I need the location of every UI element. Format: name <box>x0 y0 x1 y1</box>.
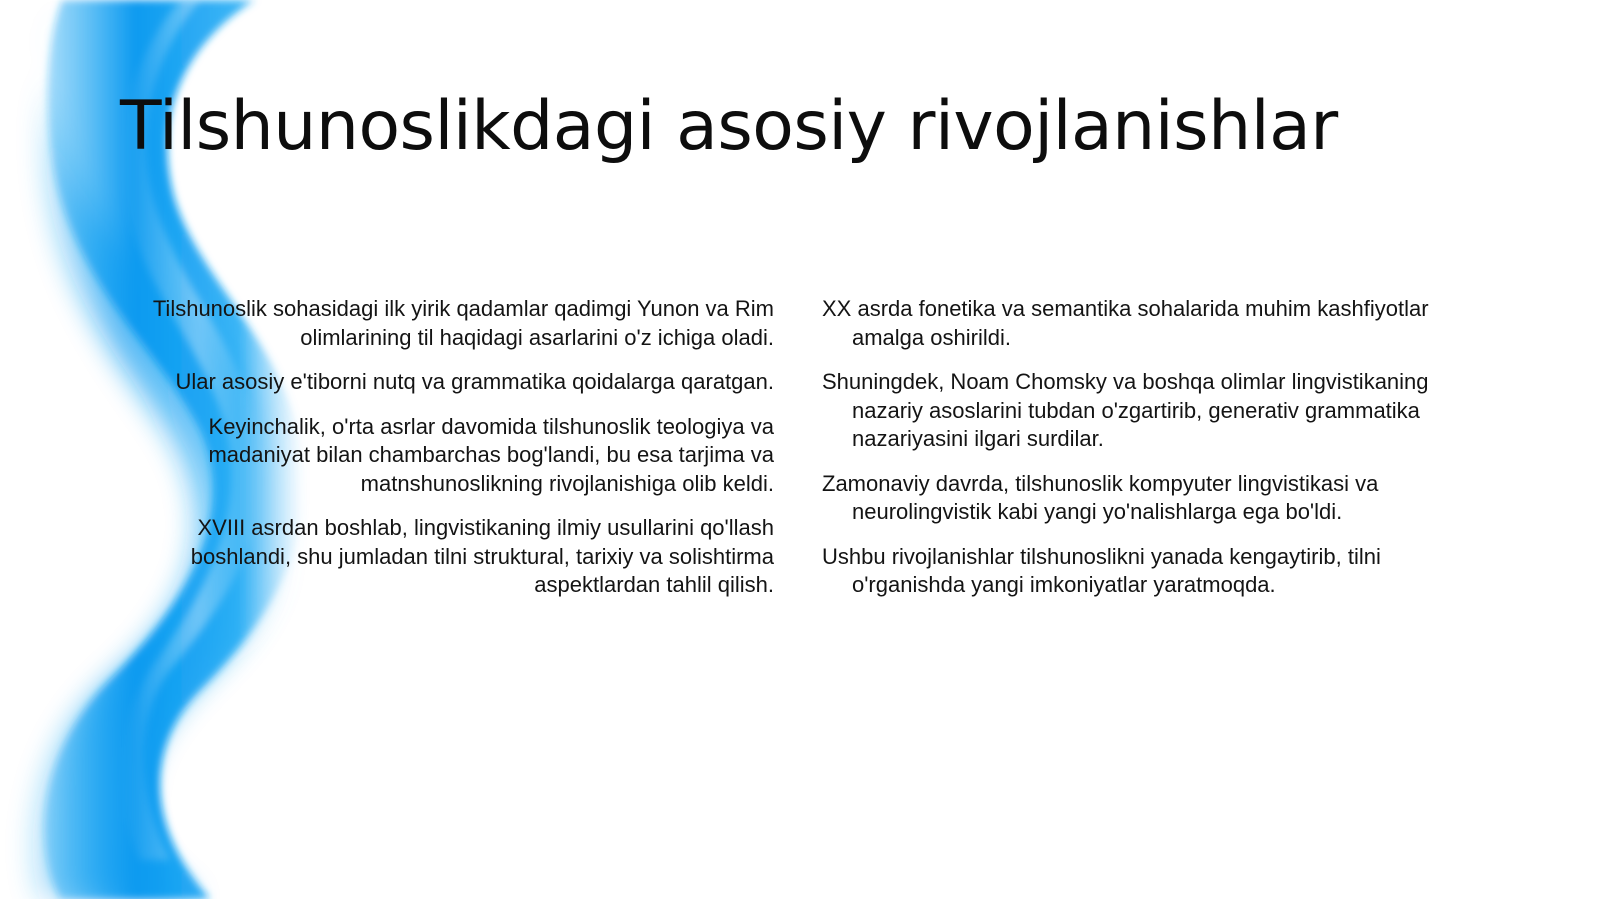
right-paragraph-2: Shuningdek, Noam Chomsky va boshqa olimlar lingvistikaning nazariy asoslarini tubdan o'zgartirib, generativ grammatika nazariyasini ilgari surdilar. <box>822 369 1429 451</box>
left-paragraph-3: Keyinchalik, o'rta asrlar davomida tilshunoslik teologiya va madaniyat bilan chambarchas bog'landi, bu esa tarjima va matnshunoslikning rivojlanishiga olib keldi. <box>208 413 774 496</box>
right-paragraph-4: Ushbu rivojlanishlar tilshunoslikni yanada kengaytirib, tilni o'rganishda yangi imkoniyatlar yaratmoqda. <box>822 543 1381 597</box>
left-paragraph-2: Ular asosiy e'tiborni nutq va grammatika qoidalarga qaratgan. <box>175 369 774 394</box>
left-text-column <box>128 295 774 616</box>
right-text-column <box>822 295 1462 616</box>
right-paragraph-3: Zamonaviy davrda, tilshunoslik kompyuter lingvistikasi va neurolingvistik kabi yangi yo'nalishlarga ega bo'ldi. <box>822 470 1379 524</box>
left-paragraph-4: XVIII asrdan boshlab, lingvistikaning ilmiy usullarini qo'llash boshlandi, shu jumladan tilni struktural, tarixiy va solishtirma aspektlardan tahlil qilish. <box>190 515 774 597</box>
page-title: Tilshunoslikdagi asosiy rivojlanishlar <box>120 87 1338 166</box>
right-paragraph-1: XX asrda fonetika va semantika sohalarida muhim kashfiyotlar amalga oshirildi. <box>822 296 1429 350</box>
left-paragraph-1: Tilshunoslik sohasidagi ilk yirik qadamlar qadimgi Yunon va Rim olimlarining til haqidagi asarlarini o'z ichiga oladi. <box>152 296 774 350</box>
